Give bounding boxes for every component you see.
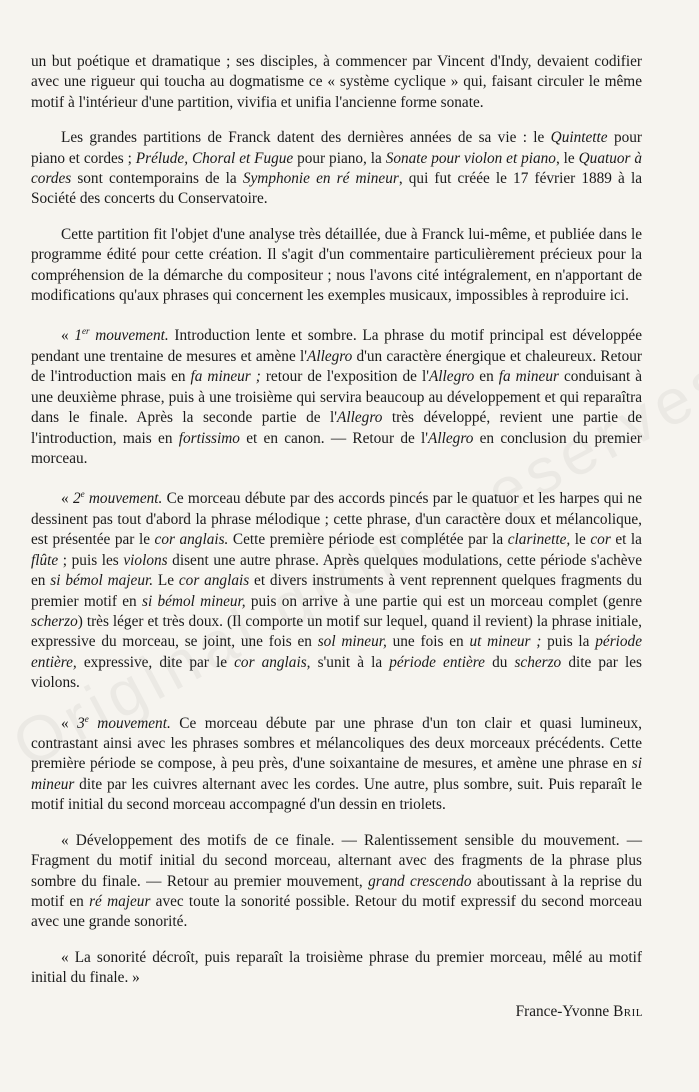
text-run: Ce morceau débute par des accords pincés par le quatuor et les harpes qui ne dessinent pas tout d'abord la phrase mélodique ; cette phrase, d'un caractère doux et mélancolique, est présentée par le xyxy=(31,490,642,549)
text-run: en xyxy=(474,368,499,386)
italic-run: si mineur xyxy=(31,755,642,793)
paragraph xyxy=(31,831,642,933)
text-run: puis la xyxy=(541,633,596,651)
text-run: Cette partition fit l'objet d'une analyse très détaillée, due à Franck lui-même, et publiée dans le programme édité pour cette création. Il s'agit d'un commentaire particulièrement précieux pour la compréhension de la démarche du compositeur ; nous l'avons cité intégralement, en n'apportant de modifications qu'aux phrases qui concernent les exemples musicaux, impossibles à reproduire ici. xyxy=(31,225,642,305)
italic-run: cor anglais, xyxy=(234,653,311,671)
paragraph xyxy=(31,128,642,210)
italic-run: cor anglais xyxy=(178,572,250,590)
italic-run: e xyxy=(84,713,89,724)
italic-run: Allegro xyxy=(306,347,353,365)
paragraph xyxy=(31,948,642,989)
italic-run: grand crescendo xyxy=(368,872,472,890)
italic-run: Allegro xyxy=(337,409,383,427)
text-run: et en canon. — Retour de l' xyxy=(239,429,429,447)
text-run: puis on arrive à une partie qui est un morceau complet (genre xyxy=(245,592,642,610)
italic-run: mouvement. xyxy=(89,327,169,345)
text-run: disent une autre phrase. Après quelques modulations, cette période s'achève en xyxy=(31,551,642,590)
text-run: dite par les cuivres alternant avec les cordes. Une autre, plus sombre, suit. Puis reparaît le motif initial du second morceau accompagné d'un dessin en triolets. xyxy=(31,775,642,814)
text-run: très développé, revient une partie de l'introduction, mais en xyxy=(31,409,642,447)
italic-run: fa mineur xyxy=(498,368,559,386)
italic-run: Allegro xyxy=(428,368,475,386)
italic-run: période entière xyxy=(389,653,485,671)
italic-run: Sonate pour violon et piano xyxy=(385,149,556,167)
text-run: une fois en xyxy=(386,633,470,651)
paragraph xyxy=(31,225,642,307)
italic-run: scherzo xyxy=(514,653,562,671)
text-run: avec toute la sonorité possible. Retour du motif expressif du second morceau avec une grande sonorité. xyxy=(31,892,642,931)
italic-run: si bémol mineur, xyxy=(142,592,246,610)
text-run: Ce morceau débute par une phrase d'un ton clair et quasi lumineux, contrastant ainsi avec les phrases sombres et mélancoliques des deux morceaux précédents. Cette première période se compose, à peu près, d'une soixantaine de mesures, et amène une phrase en xyxy=(31,714,642,773)
text-run: « La sonorité décroît, puis reparaît la troisième phrase du premier morceau, mêlé au motif initial du finale. » xyxy=(31,948,642,987)
text-run: le xyxy=(570,531,591,549)
italic-run: scherzo xyxy=(31,612,78,630)
text-run: expressive, dite par le xyxy=(76,653,235,671)
text-run: dite par les violons. xyxy=(31,653,642,692)
paragraph xyxy=(31,52,642,113)
text-run: en conclusion du premier morceau. xyxy=(31,429,643,467)
italic-run: 1 xyxy=(74,327,82,345)
text-run: ) très léger et très doux. (Il comporte un motif sur lequel, quand il revient) la phrase initiale, expressive du morceau, se joint, une fois en xyxy=(31,612,642,651)
text-run: , le xyxy=(555,149,579,167)
italic-run: Prélude, Choral et Fugue xyxy=(135,149,294,167)
text-run: et divers instruments à vent reprennent quelques fragments du premier motif en xyxy=(31,572,642,610)
text-run: et la xyxy=(610,531,642,549)
italic-run: clarinette, xyxy=(507,531,571,549)
text-run: « xyxy=(61,714,78,732)
text-run: Cette première période est complétée par la xyxy=(228,531,508,549)
italic-run: Allegro xyxy=(428,429,474,447)
italic-run: fa mineur ; xyxy=(190,368,261,386)
italic-run: violons xyxy=(123,551,168,569)
text-run: Introduction lente et sombre. La phrase du motif principal est développée pendant une trentaine de mesures et amène l' xyxy=(31,327,642,365)
text-run: sont contemporains de la xyxy=(71,170,243,188)
italic-run: cor anglais. xyxy=(154,531,229,549)
text-run: conduisant à une deuxième phrase, puis à une troisième qui servira beaucoup au développement et qui reparaîtra dans le finale. Après la seconde partie de l' xyxy=(31,368,643,427)
author-last-name: Bril xyxy=(613,1003,643,1020)
paragraph xyxy=(31,321,642,469)
italic-run: Quatuor à cordes xyxy=(31,149,643,188)
text-run: Les grandes partitions de Franck datent des dernières années de sa vie : le xyxy=(61,129,551,147)
text-run: « xyxy=(61,327,75,345)
italic-run: Symphonie en ré mineur xyxy=(242,170,399,188)
text-run: pour piano et cordes ; xyxy=(31,129,642,167)
author-first-name: France-Yvonne xyxy=(515,1003,610,1020)
italic-run: flûte xyxy=(31,551,59,569)
italic-run: mouvement. xyxy=(88,714,171,732)
article-body xyxy=(31,52,642,989)
italic-run: période entière, xyxy=(31,633,642,671)
text-run: d'un caractère énergique et chaleureux. Retour de l'introduction mais en xyxy=(31,347,643,386)
text-run: pour piano, la xyxy=(293,149,386,167)
paragraph xyxy=(31,484,642,693)
italic-run: fortissimo xyxy=(178,429,240,447)
text-run: ; puis les xyxy=(58,551,124,569)
italic-run: ré majeur xyxy=(89,892,151,910)
text-run: aboutissant à la reprise du motif en xyxy=(31,872,643,910)
italic-run: si bémol majeur. xyxy=(50,572,154,590)
italic-run: 2 xyxy=(72,490,81,508)
italic-run: ut mineur ; xyxy=(469,633,542,651)
author-signature xyxy=(516,1002,643,1022)
text-run: « Développement des motifs de ce finale. — Ralentissement sensible du mouvement. — Fragment du motif initial du second morceau, alternant avec des fragments de la phrase plus sombre du finale. — Retour au premier mouvement, xyxy=(31,831,642,890)
text-run: du xyxy=(484,653,515,671)
italic-run: cor xyxy=(590,531,611,549)
text-run: , qui fut créée le 17 février 1889 à la Société des concerts du Conservatoire. xyxy=(31,170,643,208)
italic-run: 3 xyxy=(77,714,85,732)
text-run: « xyxy=(61,490,73,508)
italic-run: mouvement. xyxy=(84,490,163,508)
italic-run: Quintette xyxy=(550,129,608,147)
paragraph xyxy=(31,709,642,816)
text-run: Le xyxy=(153,572,179,590)
text-run: un but poétique et dramatique ; ses disciples, à commencer par Vincent d'Indy, devaient codifier avec une rigueur qui toucha au dogmatisme ce « système cyclique » qui, faisant circuler le même motif à l'intérieur d'une partition, vivifia et unifia l'ancienne forme sonate. xyxy=(31,53,642,111)
text-run: s'unit à la xyxy=(310,653,390,671)
italic-run: er xyxy=(82,326,90,337)
italic-run: e xyxy=(80,489,85,500)
text-run: retour de l'exposition de l' xyxy=(260,368,429,386)
italic-run: sol mineur, xyxy=(317,633,387,651)
